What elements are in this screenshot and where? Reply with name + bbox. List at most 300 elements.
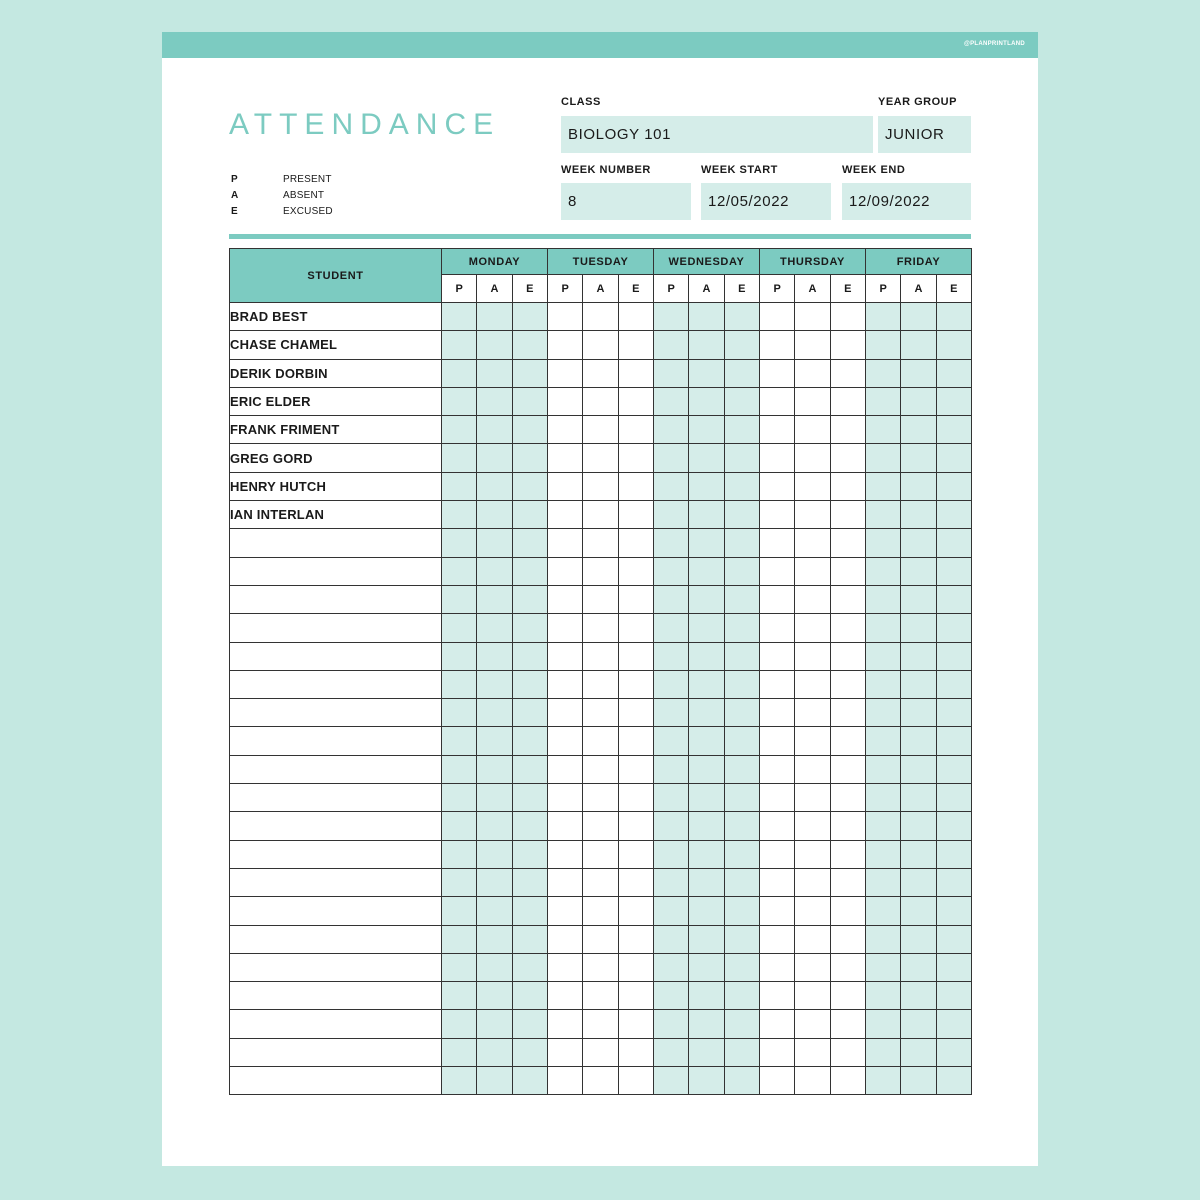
student-name-cell[interactable]: [230, 925, 442, 953]
attendance-cell[interactable]: [548, 1010, 583, 1038]
attendance-cell[interactable]: [442, 812, 477, 840]
attendance-cell[interactable]: [795, 1010, 830, 1038]
attendance-cell[interactable]: [760, 982, 795, 1010]
attendance-cell[interactable]: [512, 444, 547, 472]
attendance-cell[interactable]: [654, 585, 689, 613]
attendance-cell[interactable]: [866, 897, 901, 925]
attendance-cell[interactable]: [830, 982, 865, 1010]
attendance-cell[interactable]: [548, 812, 583, 840]
attendance-cell[interactable]: [548, 359, 583, 387]
attendance-cell[interactable]: [512, 331, 547, 359]
attendance-cell[interactable]: [583, 925, 618, 953]
attendance-cell[interactable]: [548, 953, 583, 981]
attendance-cell[interactable]: [548, 1038, 583, 1066]
attendance-cell[interactable]: [583, 1067, 618, 1095]
attendance-cell[interactable]: [866, 387, 901, 415]
attendance-cell[interactable]: [689, 1038, 724, 1066]
student-name-cell[interactable]: [230, 784, 442, 812]
attendance-cell[interactable]: [795, 614, 830, 642]
attendance-cell[interactable]: [936, 529, 971, 557]
attendance-cell[interactable]: [724, 472, 759, 500]
attendance-cell[interactable]: [795, 953, 830, 981]
attendance-cell[interactable]: [654, 755, 689, 783]
attendance-cell[interactable]: [548, 501, 583, 529]
attendance-cell[interactable]: [830, 727, 865, 755]
attendance-cell[interactable]: [830, 953, 865, 981]
student-name-cell[interactable]: [230, 868, 442, 896]
attendance-cell[interactable]: [936, 387, 971, 415]
attendance-cell[interactable]: [901, 416, 936, 444]
attendance-cell[interactable]: [689, 501, 724, 529]
student-name-cell[interactable]: [230, 982, 442, 1010]
attendance-cell[interactable]: [548, 840, 583, 868]
student-name-cell[interactable]: [230, 529, 442, 557]
attendance-cell[interactable]: [901, 953, 936, 981]
attendance-cell[interactable]: [901, 699, 936, 727]
attendance-cell[interactable]: [548, 727, 583, 755]
attendance-cell[interactable]: [689, 1010, 724, 1038]
attendance-cell[interactable]: [548, 303, 583, 331]
attendance-cell[interactable]: [477, 953, 512, 981]
attendance-cell[interactable]: [795, 784, 830, 812]
attendance-cell[interactable]: [477, 444, 512, 472]
attendance-cell[interactable]: [512, 557, 547, 585]
attendance-cell[interactable]: [795, 670, 830, 698]
attendance-cell[interactable]: [901, 642, 936, 670]
attendance-cell[interactable]: [830, 529, 865, 557]
attendance-cell[interactable]: [724, 585, 759, 613]
attendance-cell[interactable]: [830, 387, 865, 415]
attendance-cell[interactable]: [760, 529, 795, 557]
attendance-cell[interactable]: [654, 868, 689, 896]
attendance-cell[interactable]: [936, 953, 971, 981]
attendance-cell[interactable]: [760, 585, 795, 613]
attendance-cell[interactable]: [442, 501, 477, 529]
attendance-cell[interactable]: [830, 699, 865, 727]
attendance-cell[interactable]: [654, 982, 689, 1010]
attendance-cell[interactable]: [477, 670, 512, 698]
attendance-cell[interactable]: [477, 387, 512, 415]
attendance-cell[interactable]: [477, 359, 512, 387]
attendance-cell[interactable]: [442, 416, 477, 444]
attendance-cell[interactable]: [936, 670, 971, 698]
attendance-cell[interactable]: [936, 614, 971, 642]
student-name-cell[interactable]: [230, 755, 442, 783]
attendance-cell[interactable]: [760, 416, 795, 444]
attendance-cell[interactable]: [830, 1067, 865, 1095]
attendance-cell[interactable]: [548, 642, 583, 670]
attendance-cell[interactable]: [795, 699, 830, 727]
attendance-cell[interactable]: [477, 529, 512, 557]
attendance-cell[interactable]: [760, 953, 795, 981]
attendance-cell[interactable]: [618, 501, 653, 529]
attendance-cell[interactable]: [936, 1067, 971, 1095]
attendance-cell[interactable]: [724, 727, 759, 755]
attendance-cell[interactable]: [936, 755, 971, 783]
attendance-cell[interactable]: [830, 670, 865, 698]
attendance-cell[interactable]: [583, 387, 618, 415]
attendance-cell[interactable]: [618, 585, 653, 613]
attendance-cell[interactable]: [795, 557, 830, 585]
attendance-cell[interactable]: [901, 1010, 936, 1038]
attendance-cell[interactable]: [442, 444, 477, 472]
student-name-cell[interactable]: [230, 897, 442, 925]
attendance-cell[interactable]: [583, 331, 618, 359]
attendance-cell[interactable]: [901, 868, 936, 896]
attendance-cell[interactable]: [477, 557, 512, 585]
attendance-cell[interactable]: [795, 868, 830, 896]
attendance-cell[interactable]: [724, 387, 759, 415]
attendance-cell[interactable]: [654, 1038, 689, 1066]
attendance-cell[interactable]: [830, 897, 865, 925]
attendance-cell[interactable]: [548, 472, 583, 500]
attendance-cell[interactable]: [442, 331, 477, 359]
attendance-cell[interactable]: [866, 784, 901, 812]
attendance-cell[interactable]: [442, 557, 477, 585]
attendance-cell[interactable]: [618, 953, 653, 981]
attendance-cell[interactable]: [760, 897, 795, 925]
attendance-cell[interactable]: [724, 501, 759, 529]
attendance-cell[interactable]: [583, 755, 618, 783]
attendance-cell[interactable]: [583, 303, 618, 331]
attendance-cell[interactable]: [548, 699, 583, 727]
attendance-cell[interactable]: [548, 982, 583, 1010]
attendance-cell[interactable]: [724, 755, 759, 783]
attendance-cell[interactable]: [901, 755, 936, 783]
attendance-cell[interactable]: [477, 642, 512, 670]
attendance-cell[interactable]: [795, 1038, 830, 1066]
attendance-cell[interactable]: [583, 501, 618, 529]
attendance-cell[interactable]: [618, 868, 653, 896]
attendance-cell[interactable]: [654, 1010, 689, 1038]
attendance-cell[interactable]: [724, 444, 759, 472]
attendance-cell[interactable]: [936, 557, 971, 585]
attendance-cell[interactable]: [689, 897, 724, 925]
attendance-cell[interactable]: [512, 727, 547, 755]
attendance-cell[interactable]: [618, 840, 653, 868]
attendance-cell[interactable]: [477, 840, 512, 868]
attendance-cell[interactable]: [760, 472, 795, 500]
attendance-cell[interactable]: [830, 472, 865, 500]
attendance-cell[interactable]: [936, 925, 971, 953]
attendance-cell[interactable]: [618, 642, 653, 670]
attendance-cell[interactable]: [866, 501, 901, 529]
attendance-cell[interactable]: [654, 1067, 689, 1095]
attendance-cell[interactable]: [795, 501, 830, 529]
attendance-cell[interactable]: [901, 303, 936, 331]
attendance-cell[interactable]: [442, 727, 477, 755]
attendance-cell[interactable]: [901, 784, 936, 812]
attendance-cell[interactable]: [548, 387, 583, 415]
attendance-cell[interactable]: [618, 387, 653, 415]
attendance-cell[interactable]: [477, 1010, 512, 1038]
attendance-cell[interactable]: [830, 840, 865, 868]
attendance-cell[interactable]: [795, 359, 830, 387]
attendance-cell[interactable]: [583, 670, 618, 698]
attendance-cell[interactable]: [654, 331, 689, 359]
attendance-cell[interactable]: [760, 1010, 795, 1038]
attendance-cell[interactable]: [866, 953, 901, 981]
attendance-cell[interactable]: [830, 812, 865, 840]
attendance-cell[interactable]: [689, 331, 724, 359]
attendance-cell[interactable]: [724, 614, 759, 642]
attendance-cell[interactable]: [830, 557, 865, 585]
attendance-cell[interactable]: [724, 416, 759, 444]
attendance-cell[interactable]: [760, 501, 795, 529]
attendance-cell[interactable]: [866, 416, 901, 444]
attendance-cell[interactable]: [477, 303, 512, 331]
attendance-cell[interactable]: [477, 699, 512, 727]
attendance-cell[interactable]: [760, 557, 795, 585]
attendance-cell[interactable]: [548, 784, 583, 812]
attendance-cell[interactable]: [760, 387, 795, 415]
attendance-cell[interactable]: [689, 303, 724, 331]
attendance-cell[interactable]: [583, 642, 618, 670]
attendance-cell[interactable]: [689, 784, 724, 812]
attendance-cell[interactable]: [689, 585, 724, 613]
attendance-cell[interactable]: [689, 557, 724, 585]
attendance-cell[interactable]: [477, 614, 512, 642]
attendance-cell[interactable]: [901, 925, 936, 953]
attendance-cell[interactable]: [866, 1067, 901, 1095]
attendance-cell[interactable]: [901, 812, 936, 840]
attendance-cell[interactable]: [654, 614, 689, 642]
attendance-cell[interactable]: [442, 585, 477, 613]
attendance-cell[interactable]: [654, 727, 689, 755]
attendance-cell[interactable]: [724, 670, 759, 698]
attendance-cell[interactable]: [654, 303, 689, 331]
attendance-cell[interactable]: [901, 529, 936, 557]
attendance-cell[interactable]: [689, 614, 724, 642]
attendance-cell[interactable]: [866, 359, 901, 387]
attendance-cell[interactable]: [618, 670, 653, 698]
attendance-cell[interactable]: [689, 755, 724, 783]
attendance-cell[interactable]: [689, 529, 724, 557]
attendance-cell[interactable]: [442, 925, 477, 953]
attendance-cell[interactable]: [936, 982, 971, 1010]
attendance-cell[interactable]: [689, 1067, 724, 1095]
attendance-cell[interactable]: [654, 784, 689, 812]
attendance-cell[interactable]: [830, 642, 865, 670]
week-start-field[interactable]: 12/05/2022: [701, 183, 831, 220]
attendance-cell[interactable]: [548, 897, 583, 925]
attendance-cell[interactable]: [548, 755, 583, 783]
attendance-cell[interactable]: [654, 699, 689, 727]
attendance-cell[interactable]: [830, 614, 865, 642]
attendance-cell[interactable]: [936, 303, 971, 331]
attendance-cell[interactable]: [724, 331, 759, 359]
attendance-cell[interactable]: [866, 557, 901, 585]
attendance-cell[interactable]: [512, 925, 547, 953]
student-name-cell[interactable]: BRAD BEST: [230, 303, 442, 331]
attendance-cell[interactable]: [442, 1010, 477, 1038]
attendance-cell[interactable]: [901, 982, 936, 1010]
attendance-cell[interactable]: [936, 642, 971, 670]
attendance-cell[interactable]: [760, 642, 795, 670]
attendance-cell[interactable]: [866, 982, 901, 1010]
attendance-cell[interactable]: [760, 1067, 795, 1095]
attendance-cell[interactable]: [760, 359, 795, 387]
attendance-cell[interactable]: [654, 501, 689, 529]
attendance-cell[interactable]: [936, 784, 971, 812]
attendance-cell[interactable]: [477, 982, 512, 1010]
student-name-cell[interactable]: [230, 840, 442, 868]
attendance-cell[interactable]: [866, 699, 901, 727]
student-name-cell[interactable]: [230, 1010, 442, 1038]
attendance-cell[interactable]: [583, 472, 618, 500]
year-group-field[interactable]: JUNIOR: [878, 116, 971, 153]
attendance-cell[interactable]: [689, 444, 724, 472]
attendance-cell[interactable]: [936, 868, 971, 896]
class-field[interactable]: BIOLOGY 101: [561, 116, 873, 153]
attendance-cell[interactable]: [477, 416, 512, 444]
attendance-cell[interactable]: [548, 416, 583, 444]
attendance-cell[interactable]: [866, 727, 901, 755]
student-name-cell[interactable]: [230, 585, 442, 613]
attendance-cell[interactable]: [866, 925, 901, 953]
attendance-cell[interactable]: [548, 614, 583, 642]
attendance-cell[interactable]: [795, 727, 830, 755]
attendance-cell[interactable]: [512, 642, 547, 670]
attendance-cell[interactable]: [477, 1067, 512, 1095]
attendance-cell[interactable]: [477, 727, 512, 755]
attendance-cell[interactable]: [512, 953, 547, 981]
attendance-cell[interactable]: [830, 784, 865, 812]
attendance-cell[interactable]: [548, 331, 583, 359]
attendance-cell[interactable]: [830, 755, 865, 783]
attendance-cell[interactable]: [618, 784, 653, 812]
attendance-cell[interactable]: [795, 585, 830, 613]
attendance-cell[interactable]: [901, 387, 936, 415]
attendance-cell[interactable]: [583, 359, 618, 387]
attendance-cell[interactable]: [760, 727, 795, 755]
attendance-cell[interactable]: [583, 868, 618, 896]
attendance-cell[interactable]: [583, 529, 618, 557]
attendance-cell[interactable]: [618, 1010, 653, 1038]
attendance-cell[interactable]: [866, 1010, 901, 1038]
student-name-cell[interactable]: [230, 642, 442, 670]
attendance-cell[interactable]: [901, 501, 936, 529]
attendance-cell[interactable]: [618, 416, 653, 444]
attendance-cell[interactable]: [795, 642, 830, 670]
attendance-cell[interactable]: [442, 670, 477, 698]
attendance-cell[interactable]: [512, 585, 547, 613]
attendance-cell[interactable]: [936, 444, 971, 472]
attendance-cell[interactable]: [866, 812, 901, 840]
student-name-cell[interactable]: [230, 670, 442, 698]
attendance-cell[interactable]: [689, 925, 724, 953]
attendance-cell[interactable]: [654, 387, 689, 415]
attendance-cell[interactable]: [583, 727, 618, 755]
attendance-cell[interactable]: [830, 585, 865, 613]
attendance-cell[interactable]: [654, 557, 689, 585]
attendance-cell[interactable]: [936, 699, 971, 727]
attendance-cell[interactable]: [689, 387, 724, 415]
attendance-cell[interactable]: [618, 1067, 653, 1095]
attendance-cell[interactable]: [724, 868, 759, 896]
attendance-cell[interactable]: [583, 444, 618, 472]
attendance-cell[interactable]: [936, 585, 971, 613]
attendance-cell[interactable]: [477, 925, 512, 953]
attendance-cell[interactable]: [901, 840, 936, 868]
attendance-cell[interactable]: [442, 755, 477, 783]
attendance-cell[interactable]: [901, 331, 936, 359]
attendance-cell[interactable]: [936, 359, 971, 387]
attendance-cell[interactable]: [936, 501, 971, 529]
attendance-cell[interactable]: [901, 897, 936, 925]
attendance-cell[interactable]: [583, 557, 618, 585]
attendance-cell[interactable]: [866, 585, 901, 613]
attendance-cell[interactable]: [795, 897, 830, 925]
attendance-cell[interactable]: [936, 812, 971, 840]
attendance-cell[interactable]: [512, 755, 547, 783]
attendance-cell[interactable]: [442, 1038, 477, 1066]
attendance-cell[interactable]: [760, 784, 795, 812]
attendance-cell[interactable]: [795, 331, 830, 359]
attendance-cell[interactable]: [548, 868, 583, 896]
attendance-cell[interactable]: [830, 331, 865, 359]
attendance-cell[interactable]: [795, 472, 830, 500]
attendance-cell[interactable]: [901, 359, 936, 387]
attendance-cell[interactable]: [618, 614, 653, 642]
attendance-cell[interactable]: [901, 727, 936, 755]
attendance-cell[interactable]: [689, 642, 724, 670]
attendance-cell[interactable]: [442, 953, 477, 981]
attendance-cell[interactable]: [654, 642, 689, 670]
attendance-cell[interactable]: [618, 755, 653, 783]
attendance-cell[interactable]: [442, 303, 477, 331]
attendance-cell[interactable]: [866, 614, 901, 642]
attendance-cell[interactable]: [512, 387, 547, 415]
attendance-cell[interactable]: [724, 1010, 759, 1038]
student-name-cell[interactable]: DERIK DORBIN: [230, 359, 442, 387]
attendance-cell[interactable]: [618, 331, 653, 359]
attendance-cell[interactable]: [724, 982, 759, 1010]
attendance-cell[interactable]: [548, 529, 583, 557]
attendance-cell[interactable]: [477, 1038, 512, 1066]
attendance-cell[interactable]: [689, 840, 724, 868]
attendance-cell[interactable]: [512, 982, 547, 1010]
attendance-cell[interactable]: [512, 472, 547, 500]
attendance-cell[interactable]: [618, 557, 653, 585]
attendance-cell[interactable]: [618, 444, 653, 472]
attendance-cell[interactable]: [548, 670, 583, 698]
attendance-cell[interactable]: [583, 840, 618, 868]
attendance-cell[interactable]: [618, 1038, 653, 1066]
attendance-cell[interactable]: [830, 868, 865, 896]
student-name-cell[interactable]: HENRY HUTCH: [230, 472, 442, 500]
attendance-cell[interactable]: [689, 812, 724, 840]
attendance-cell[interactable]: [689, 472, 724, 500]
attendance-cell[interactable]: [548, 1067, 583, 1095]
attendance-cell[interactable]: [583, 897, 618, 925]
attendance-cell[interactable]: [901, 1038, 936, 1066]
attendance-cell[interactable]: [760, 699, 795, 727]
attendance-cell[interactable]: [618, 359, 653, 387]
attendance-cell[interactable]: [866, 670, 901, 698]
attendance-cell[interactable]: [512, 1038, 547, 1066]
attendance-cell[interactable]: [583, 812, 618, 840]
attendance-cell[interactable]: [654, 925, 689, 953]
attendance-cell[interactable]: [583, 699, 618, 727]
attendance-cell[interactable]: [512, 1067, 547, 1095]
attendance-cell[interactable]: [795, 303, 830, 331]
attendance-cell[interactable]: [618, 472, 653, 500]
attendance-cell[interactable]: [689, 670, 724, 698]
attendance-cell[interactable]: [830, 416, 865, 444]
attendance-cell[interactable]: [795, 812, 830, 840]
attendance-cell[interactable]: [512, 670, 547, 698]
